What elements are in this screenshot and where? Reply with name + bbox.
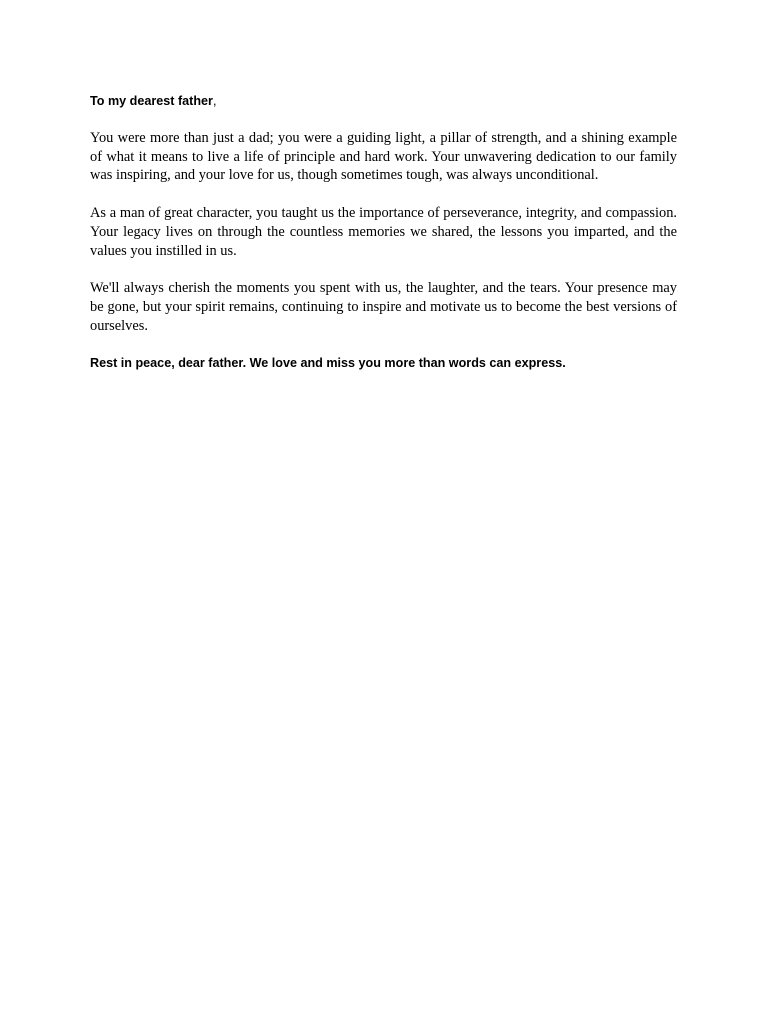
closing-line: Rest in peace, dear father. We love and miss you more than words can express.	[90, 356, 566, 371]
paragraph-2: As a man of great character, you taught us the importance of perseverance, integrity, and compassion. Your legacy lives on through the countless memories we shared, the lessons you imparted, and the values you instilled in us.	[90, 205, 677, 259]
paragraph-1: You were more than just a dad; you were a guiding light, a pillar of strength, and a shining example of what it means to live a life of principle and hard work. Your unwavering dedication to our family was inspiring, and your love for us, though sometimes tough, was always unconditional.	[90, 130, 677, 184]
salutation-text: To my dearest father	[90, 94, 213, 108]
salutation-comma: ,	[212, 94, 217, 108]
paragraph-3: We'll always cherish the moments you spent with us, the laughter, and the tears. Your presence may be gone, but your spirit remains, continuing to inspire and motivate us to become the best versions of ourselves.	[90, 280, 677, 334]
salutation	[90, 92, 677, 110]
letter-page	[90, 92, 677, 372]
